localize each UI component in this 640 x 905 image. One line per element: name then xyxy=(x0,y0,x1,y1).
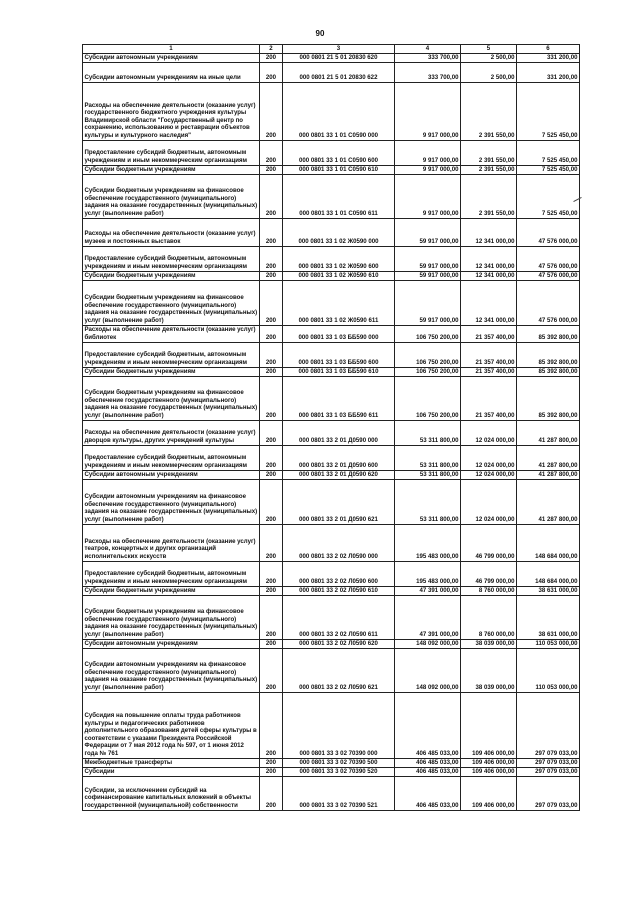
table-row xyxy=(83,595,580,639)
table-row xyxy=(83,470,580,479)
row-code-cell: 200 xyxy=(260,692,283,758)
row-value-3-cell: 85 392 800,00 xyxy=(517,325,580,342)
row-value-1-cell: 106 750 200,00 xyxy=(395,367,461,376)
row-code-cell: 200 xyxy=(260,367,283,376)
row-value-1-cell: 9 917 000,00 xyxy=(395,82,461,140)
row-code-cell: 200 xyxy=(260,82,283,140)
row-code-cell: 200 xyxy=(260,445,283,470)
row-code-cell: 200 xyxy=(260,561,283,586)
row-value-2-cell: 38 039 000,00 xyxy=(461,648,517,692)
row-value-1-cell: 9 917 000,00 xyxy=(395,140,461,165)
row-name-cell: Субсидии автономным учреждениям xyxy=(83,54,260,63)
row-name-cell: Субсидии бюджетным учреждениям на финансовое обеспечение государственного (муниципального) задания на оказание государственных (муниципальных) услуг (выполнение работ) xyxy=(83,376,260,420)
header-col-2: 2 xyxy=(260,45,283,54)
table-row xyxy=(83,62,580,82)
row-name-cell: Субсидии бюджетным учреждениям на финансовое обеспечение государственного (муниципального) задания на оказание государственных (муниципальных) услуг (выполнение работ) xyxy=(83,595,260,639)
row-name-cell: Расходы на обеспечение деятельности (оказание услуг) театров, концертных и других организаций исполнительских искусств xyxy=(83,524,260,561)
row-value-3-cell: 297 079 033,00 xyxy=(517,767,580,776)
row-name-cell: Расходы на обеспечение деятельности (оказание услуг) дворцов культуры, других учреждений культуры xyxy=(83,420,260,445)
table-row xyxy=(83,174,580,218)
row-kbk-cell: 000 0801 33 3 02 70390 521 xyxy=(283,776,395,810)
table-row xyxy=(83,479,580,524)
row-value-2-cell: 2 391 550,00 xyxy=(461,174,517,218)
row-code-cell: 200 xyxy=(260,280,283,325)
row-value-2-cell: 12 341 000,00 xyxy=(461,280,517,325)
row-code-cell: 200 xyxy=(260,479,283,524)
row-value-3-cell: 41 287 800,00 xyxy=(517,470,580,479)
table-row xyxy=(83,54,580,63)
row-value-1-cell: 59 917 000,00 xyxy=(395,218,461,246)
row-value-2-cell: 109 406 000,00 xyxy=(461,767,517,776)
row-kbk-cell: 000 0801 33 1 02 Ж0590 610 xyxy=(283,271,395,280)
row-kbk-cell: 000 0801 33 2 01 Д0590 000 xyxy=(283,420,395,445)
row-value-3-cell: 47 576 000,00 xyxy=(517,271,580,280)
row-value-2-cell: 46 799 000,00 xyxy=(461,561,517,586)
row-kbk-cell: 000 0801 21 5 01 20830 620 xyxy=(283,54,395,63)
row-value-3-cell: 41 287 800,00 xyxy=(517,445,580,470)
row-kbk-cell: 000 0801 33 2 02 Л0590 611 xyxy=(283,595,395,639)
row-value-3-cell: 85 392 800,00 xyxy=(517,367,580,376)
table-row xyxy=(83,758,580,767)
row-name-cell: Субсидии бюджетным учреждениям xyxy=(83,367,260,376)
row-code-cell: 200 xyxy=(260,62,283,82)
row-value-3-cell: 85 392 800,00 xyxy=(517,342,580,367)
row-name-cell: Расходы на обеспечение деятельности (оказание услуг) государственного бюджетного учреждения культуры Владимирской области "Государственный центр по сохранению, использованию и реставрации объектов культуры и культурного наследия" xyxy=(83,82,260,140)
row-value-3-cell: 7 525 450,00 xyxy=(517,165,580,174)
row-kbk-cell: 000 0801 33 2 02 Л0590 620 xyxy=(283,639,395,648)
row-value-3-cell: 38 631 000,00 xyxy=(517,595,580,639)
row-value-3-cell: 38 631 000,00 xyxy=(517,586,580,595)
row-value-3-cell: 47 576 000,00 xyxy=(517,218,580,246)
row-value-1-cell: 195 483 000,00 xyxy=(395,524,461,561)
row-value-3-cell: 41 287 800,00 xyxy=(517,479,580,524)
row-value-3-cell: 148 684 000,00 xyxy=(517,524,580,561)
row-value-1-cell: 59 917 000,00 xyxy=(395,246,461,271)
row-value-3-cell: 297 079 033,00 xyxy=(517,758,580,767)
row-kbk-cell: 000 0801 33 1 03 ББ590 610 xyxy=(283,367,395,376)
budget-table xyxy=(82,44,580,811)
row-code-cell: 200 xyxy=(260,595,283,639)
row-value-1-cell: 53 311 800,00 xyxy=(395,445,461,470)
row-name-cell: Межбюджетные трансферты xyxy=(83,758,260,767)
row-value-1-cell: 53 311 800,00 xyxy=(395,479,461,524)
row-value-1-cell: 333 700,00 xyxy=(395,62,461,82)
row-name-cell: Субсидии автономным учреждениям на иные цели xyxy=(83,62,260,82)
row-name-cell: Субсидии xyxy=(83,767,260,776)
table-row xyxy=(83,586,580,595)
row-kbk-cell: 000 0801 33 3 02 70390 000 xyxy=(283,692,395,758)
row-value-2-cell: 2 500,00 xyxy=(461,54,517,63)
row-value-2-cell: 2 391 550,00 xyxy=(461,82,517,140)
row-value-2-cell: 109 406 000,00 xyxy=(461,758,517,767)
row-value-1-cell: 148 092 000,00 xyxy=(395,639,461,648)
table-row xyxy=(83,692,580,758)
row-code-cell: 200 xyxy=(260,648,283,692)
row-value-1-cell: 47 391 000,00 xyxy=(395,595,461,639)
table-row xyxy=(83,271,580,280)
row-code-cell: 200 xyxy=(260,420,283,445)
row-kbk-cell: 000 0801 33 1 02 Ж0590 611 xyxy=(283,280,395,325)
row-kbk-cell: 000 0801 33 1 01 С0590 611 xyxy=(283,174,395,218)
table-row xyxy=(83,648,580,692)
row-code-cell: 200 xyxy=(260,376,283,420)
row-value-1-cell: 53 311 800,00 xyxy=(395,470,461,479)
row-value-3-cell: 148 684 000,00 xyxy=(517,561,580,586)
header-col-1: 1 xyxy=(83,45,260,54)
row-value-2-cell: 2 391 550,00 xyxy=(461,165,517,174)
row-name-cell: Расходы на обеспечение деятельности (оказание услуг) библиотек xyxy=(83,325,260,342)
table-row xyxy=(83,280,580,325)
table-row xyxy=(83,325,580,342)
row-value-2-cell: 21 357 400,00 xyxy=(461,342,517,367)
row-code-cell: 200 xyxy=(260,140,283,165)
row-value-3-cell: 297 079 033,00 xyxy=(517,776,580,810)
table-row xyxy=(83,246,580,271)
row-value-1-cell: 406 485 033,00 xyxy=(395,767,461,776)
row-value-3-cell: 331 200,00 xyxy=(517,62,580,82)
row-code-cell: 200 xyxy=(260,639,283,648)
row-code-cell: 200 xyxy=(260,342,283,367)
row-value-1-cell: 333 700,00 xyxy=(395,54,461,63)
row-value-2-cell: 109 406 000,00 xyxy=(461,692,517,758)
row-value-2-cell: 2 391 550,00 xyxy=(461,140,517,165)
table-row xyxy=(83,367,580,376)
row-kbk-cell: 000 0801 33 1 02 Ж0590 000 xyxy=(283,218,395,246)
table-row xyxy=(83,561,580,586)
table-row xyxy=(83,420,580,445)
row-value-1-cell: 106 750 200,00 xyxy=(395,342,461,367)
row-kbk-cell: 000 0801 33 3 02 70390 520 xyxy=(283,767,395,776)
table-body xyxy=(83,54,580,811)
row-value-1-cell: 59 917 000,00 xyxy=(395,271,461,280)
row-code-cell: 200 xyxy=(260,246,283,271)
row-value-1-cell: 47 391 000,00 xyxy=(395,586,461,595)
table-row xyxy=(83,767,580,776)
header-col-6: 6 xyxy=(517,45,580,54)
row-value-2-cell: 2 500,00 xyxy=(461,62,517,82)
table-row xyxy=(83,376,580,420)
row-value-2-cell: 38 039 000,00 xyxy=(461,639,517,648)
row-kbk-cell: 000 0801 33 1 02 Ж0590 600 xyxy=(283,246,395,271)
row-name-cell: Субсидии бюджетным учреждениям xyxy=(83,271,260,280)
row-value-2-cell: 21 357 400,00 xyxy=(461,376,517,420)
table-row xyxy=(83,165,580,174)
header-col-3: 3 xyxy=(283,45,395,54)
row-code-cell: 200 xyxy=(260,586,283,595)
row-value-3-cell: 85 392 800,00 xyxy=(517,376,580,420)
row-kbk-cell: 000 0801 33 1 01 С0590 600 xyxy=(283,140,395,165)
row-kbk-cell: 000 0801 33 2 01 Д0590 600 xyxy=(283,445,395,470)
row-value-3-cell: 41 287 800,00 xyxy=(517,420,580,445)
row-value-2-cell: 12 024 000,00 xyxy=(461,470,517,479)
row-value-1-cell: 59 917 000,00 xyxy=(395,280,461,325)
row-name-cell: Субсидии бюджетным учреждениям xyxy=(83,586,260,595)
row-code-cell: 200 xyxy=(260,54,283,63)
row-code-cell: 200 xyxy=(260,767,283,776)
row-value-3-cell: 7 525 450,00 xyxy=(517,82,580,140)
row-name-cell: Предоставление субсидий бюджетным, автономным учреждениям и иным некоммерческим организациям xyxy=(83,140,260,165)
row-value-2-cell: 12 341 000,00 xyxy=(461,246,517,271)
row-value-3-cell: 110 053 000,00 xyxy=(517,639,580,648)
row-kbk-cell: 000 0801 33 2 02 Л0590 600 xyxy=(283,561,395,586)
row-name-cell: Расходы на обеспечение деятельности (оказание услуг) музеев и постоянных выставок xyxy=(83,218,260,246)
row-name-cell: Субсидии автономным учреждениям xyxy=(83,639,260,648)
row-value-2-cell: 21 357 400,00 xyxy=(461,325,517,342)
row-value-1-cell: 9 917 000,00 xyxy=(395,174,461,218)
row-code-cell: 200 xyxy=(260,165,283,174)
row-name-cell: Предоставление субсидий бюджетным, автономным учреждениям и иным некоммерческим организациям xyxy=(83,445,260,470)
row-name-cell: Субсидии бюджетным учреждениям xyxy=(83,165,260,174)
table-row xyxy=(83,776,580,810)
row-code-cell: 200 xyxy=(260,524,283,561)
row-value-1-cell: 106 750 200,00 xyxy=(395,376,461,420)
row-name-cell: Субсидия на повышение оплаты труда работников культуры и педагогических работников дополнительного образования детей сферы культуры в соответствии с указами Президента Российской Федерации от 7 мая 2012 года № 597, от 1 июня 2012 года № 761 xyxy=(83,692,260,758)
table-row xyxy=(83,218,580,246)
row-code-cell: 200 xyxy=(260,218,283,246)
header-col-5: 5 xyxy=(461,45,517,54)
row-value-3-cell: 331 200,00 xyxy=(517,54,580,63)
row-kbk-cell: 000 0801 33 2 02 Л0590 610 xyxy=(283,586,395,595)
row-value-2-cell: 21 357 400,00 xyxy=(461,367,517,376)
row-name-cell: Предоставление субсидий бюджетным, автономным учреждениям и иным некоммерческим организациям xyxy=(83,561,260,586)
row-kbk-cell: 000 0801 33 2 02 Л0590 000 xyxy=(283,524,395,561)
row-value-2-cell: 12 024 000,00 xyxy=(461,420,517,445)
table-row xyxy=(83,639,580,648)
row-value-1-cell: 106 750 200,00 xyxy=(395,325,461,342)
table-row xyxy=(83,524,580,561)
row-name-cell: Субсидии автономным учреждениям на финансовое обеспечение государственного (муниципального) задания на оказание государственных (муниципальных) услуг (выполнение работ) xyxy=(83,648,260,692)
row-kbk-cell: 000 0801 33 2 01 Д0590 620 xyxy=(283,470,395,479)
row-value-2-cell: 46 799 000,00 xyxy=(461,524,517,561)
table-row xyxy=(83,140,580,165)
row-value-1-cell: 406 485 033,00 xyxy=(395,776,461,810)
row-code-cell: 200 xyxy=(260,758,283,767)
row-code-cell: 200 xyxy=(260,271,283,280)
row-kbk-cell: 000 0801 33 1 03 ББ590 000 xyxy=(283,325,395,342)
row-value-2-cell: 12 024 000,00 xyxy=(461,445,517,470)
row-value-2-cell: 8 760 000,00 xyxy=(461,595,517,639)
row-value-3-cell: 47 576 000,00 xyxy=(517,280,580,325)
row-kbk-cell: 000 0801 21 5 01 20830 622 xyxy=(283,62,395,82)
row-code-cell: 200 xyxy=(260,776,283,810)
row-kbk-cell: 000 0801 33 1 01 С0590 000 xyxy=(283,82,395,140)
row-value-2-cell: 12 024 000,00 xyxy=(461,479,517,524)
row-value-2-cell: 12 341 000,00 xyxy=(461,218,517,246)
table-row xyxy=(83,445,580,470)
row-code-cell: 200 xyxy=(260,174,283,218)
row-value-1-cell: 406 485 033,00 xyxy=(395,758,461,767)
table-row xyxy=(83,342,580,367)
row-kbk-cell: 000 0801 33 1 03 ББ590 600 xyxy=(283,342,395,367)
row-kbk-cell: 000 0801 33 1 03 ББ590 611 xyxy=(283,376,395,420)
row-kbk-cell: 000 0801 33 1 01 С0590 610 xyxy=(283,165,395,174)
row-value-3-cell: 297 079 033,00 xyxy=(517,692,580,758)
row-value-3-cell: 110 053 000,00 xyxy=(517,648,580,692)
row-name-cell: Субсидии, за исключением субсидий на софинансирование капитальных вложений в объекты государственной (муниципальной) собственности xyxy=(83,776,260,810)
row-value-1-cell: 53 311 800,00 xyxy=(395,420,461,445)
row-value-1-cell: 406 485 033,00 xyxy=(395,692,461,758)
row-value-2-cell: 109 406 000,00 xyxy=(461,776,517,810)
row-name-cell: Субсидии бюджетным учреждениям на финансовое обеспечение государственного (муниципального) задания на оказание государственных (муниципальных) услуг (выполнение работ) xyxy=(83,174,260,218)
header-col-4: 4 xyxy=(395,45,461,54)
row-kbk-cell: 000 0801 33 2 02 Л0590 621 xyxy=(283,648,395,692)
row-kbk-cell: 000 0801 33 3 02 70390 500 xyxy=(283,758,395,767)
row-value-1-cell: 195 483 000,00 xyxy=(395,561,461,586)
row-value-1-cell: 9 917 000,00 xyxy=(395,165,461,174)
row-code-cell: 200 xyxy=(260,325,283,342)
row-value-1-cell: 148 092 000,00 xyxy=(395,648,461,692)
page-number: 90 xyxy=(315,29,325,38)
header-row xyxy=(83,45,580,54)
row-name-cell: Предоставление субсидий бюджетным, автономным учреждениям и иным некоммерческим организациям xyxy=(83,342,260,367)
row-value-2-cell: 12 341 000,00 xyxy=(461,271,517,280)
row-value-3-cell: 47 576 000,00 xyxy=(517,246,580,271)
row-name-cell: Субсидии бюджетным учреждениям на финансовое обеспечение государственного (муниципального) задания на оказание государственных (муниципальных) услуг (выполнение работ) xyxy=(83,280,260,325)
row-name-cell: Субсидии автономным учреждениям xyxy=(83,470,260,479)
row-kbk-cell: 000 0801 33 2 01 Д0590 621 xyxy=(283,479,395,524)
row-name-cell: Субсидии автономным учреждениям на финансовое обеспечение государственного (муниципального) задания на оказание государственных (муниципальных) услуг (выполнение работ) xyxy=(83,479,260,524)
row-value-3-cell: 7 525 450,00 xyxy=(517,140,580,165)
row-value-3-cell: 7 525 450,00 xyxy=(517,174,580,218)
table-header xyxy=(83,45,580,54)
row-name-cell: Предоставление субсидий бюджетным, автономным учреждениям и иным некоммерческим организациям xyxy=(83,246,260,271)
row-value-2-cell: 8 760 000,00 xyxy=(461,586,517,595)
table-row xyxy=(83,82,580,140)
row-code-cell: 200 xyxy=(260,470,283,479)
